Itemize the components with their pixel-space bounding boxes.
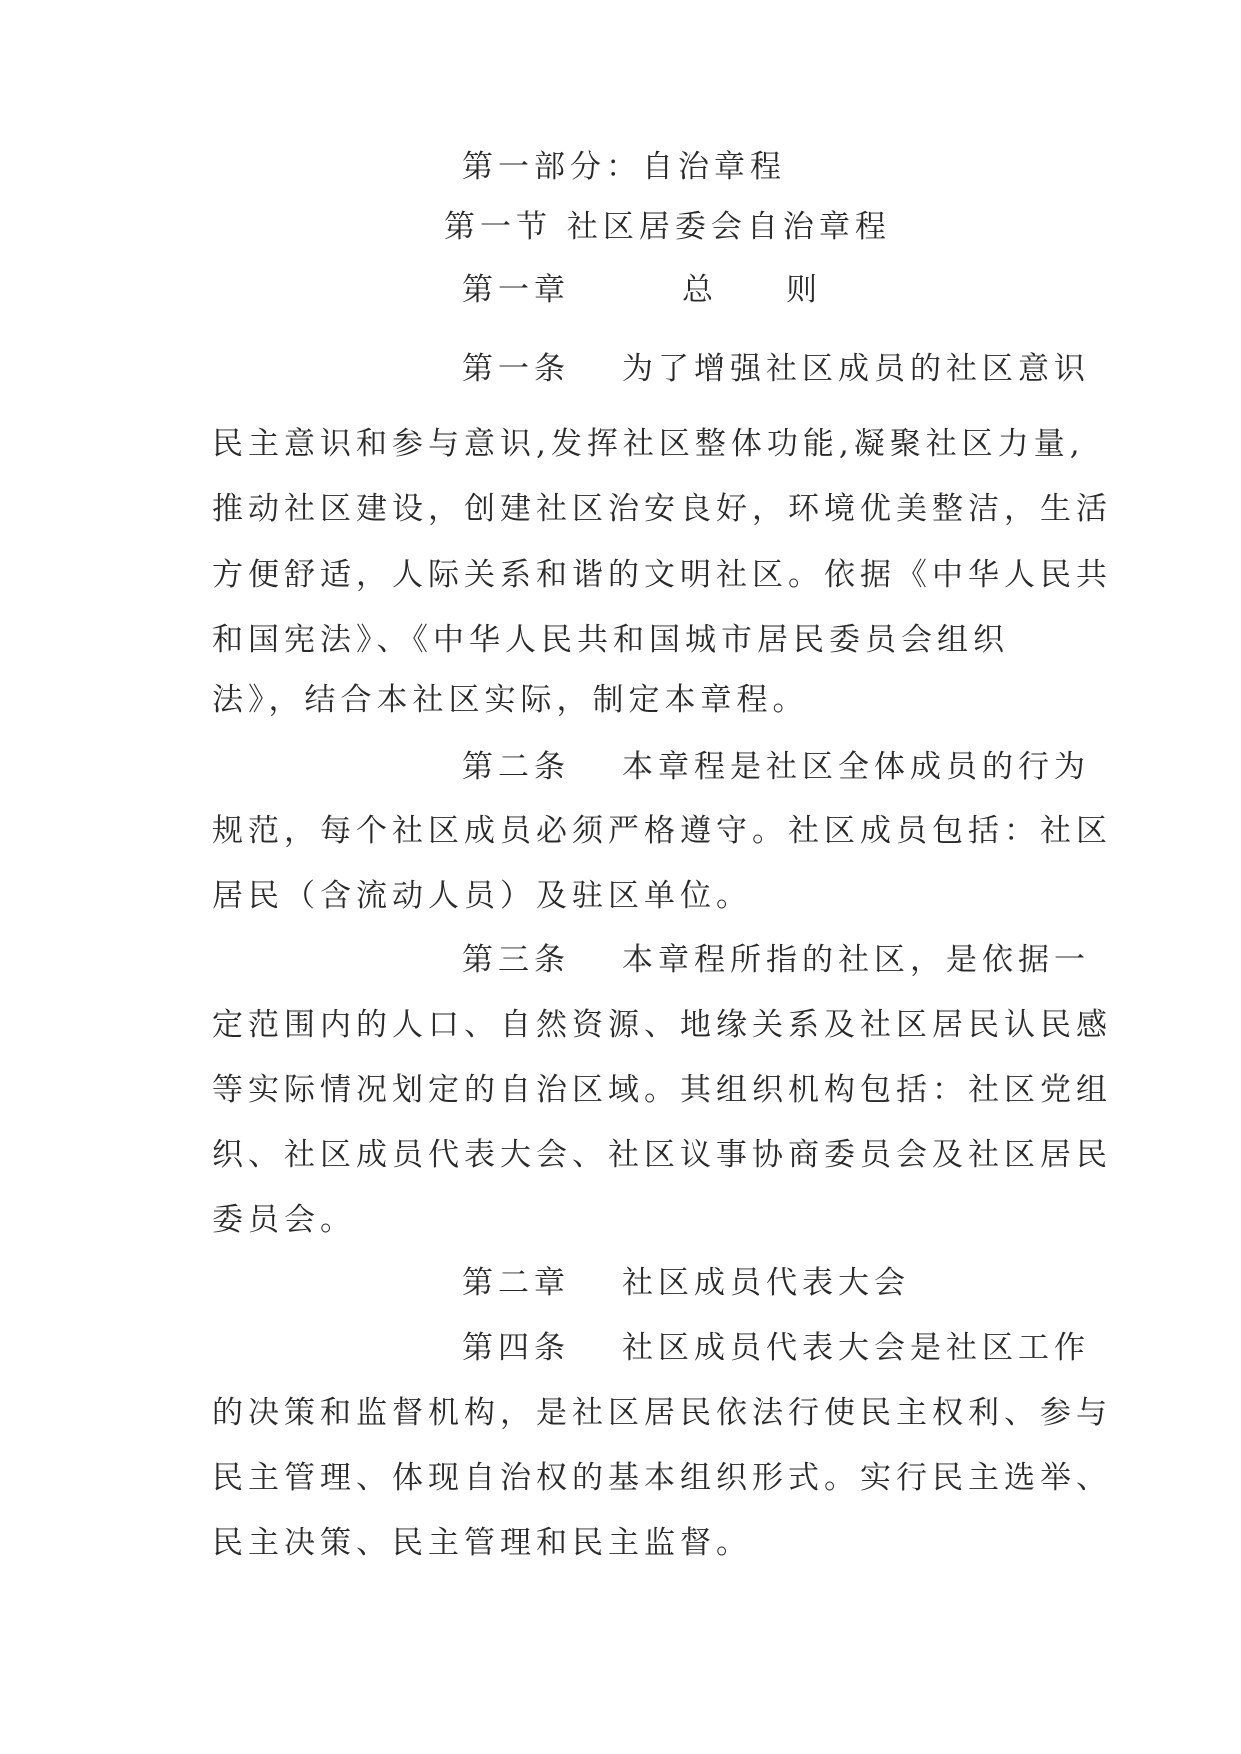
chapter-1-heading <box>462 270 822 310</box>
article-4-line-3: 民主决策、民主管理和民主监督。 <box>212 1525 752 1561</box>
article-1-line-2: 推动社区建设，创建社区治安良好，环境优美整洁，生活 <box>212 491 1112 527</box>
chapter-2-heading <box>462 1263 910 1303</box>
article-2-line-2: 居民（含流动人员）及驻区单位。 <box>212 878 752 914</box>
article-3-line-0: 本章程所指的社区，是依据一 <box>622 942 1090 978</box>
article-1-line-3: 方便舒适，人际关系和谐的文明社区。依据《中华人民共 <box>212 557 1112 593</box>
article-1-line-4: 和国宪法》、《中华人民共和国城市居民委员会组织 <box>212 622 1009 658</box>
article-3-label: 第三条 <box>462 942 570 978</box>
article-3-line-3: 织、社区成员代表大会、社区议事协商委员会及社区居民 <box>212 1137 1112 1173</box>
article-2-line-1: 规范，每个社区成员必须严格遵守。社区成员包括：社区 <box>212 813 1112 849</box>
article-4-first-line <box>462 1328 1090 1368</box>
chapter-2-label: 第二章 <box>462 1265 570 1301</box>
article-3-first-line <box>462 940 1090 980</box>
section-title: 第一节 社区居委会自治章程 <box>444 209 891 245</box>
article-2-line-0: 本章程是社区全体成员的行为 <box>622 749 1090 785</box>
article-3-line-1: 定范围内的人口、自然资源、地缘关系及社区居民认民感 <box>212 1007 1112 1043</box>
article-3-line-4: 委员会。 <box>212 1202 356 1238</box>
article-3-line-2: 等实际情况划定的自治区域。其组织机构包括：社区党组 <box>212 1072 1112 1108</box>
article-1-line-5: 法》，结合本社区实际，制定本章程。 <box>212 682 809 718</box>
chapter-1-title-a: 总 <box>682 272 718 308</box>
article-2-label: 第二条 <box>462 749 570 785</box>
chapter-1-label: 第一章 <box>462 272 570 308</box>
part-title: 第一部分：自治章程 <box>462 149 786 185</box>
article-4-line-0: 社区成员代表大会是社区工作 <box>622 1330 1090 1366</box>
chapter-2-title: 社区成员代表大会 <box>622 1265 910 1301</box>
article-1-label: 第一条 <box>462 351 570 387</box>
article-4-line-2: 民主管理、体现自治权的基本组织形式。实行民主选举、 <box>212 1460 1112 1496</box>
article-4-line-1: 的决策和监督机构，是社区居民依法行使民主权利、参与 <box>212 1395 1112 1431</box>
article-1-line-1: 民主意识和参与意识,发挥社区整体功能,凝聚社区力量, <box>212 426 1085 462</box>
article-1-line-0: 为了增强社区成员的社区意识 <box>622 351 1090 387</box>
article-1-first-line <box>462 349 1090 389</box>
article-2-first-line <box>462 747 1090 787</box>
article-4-label: 第四条 <box>462 1330 570 1366</box>
chapter-1-title-b: 则 <box>786 272 822 308</box>
